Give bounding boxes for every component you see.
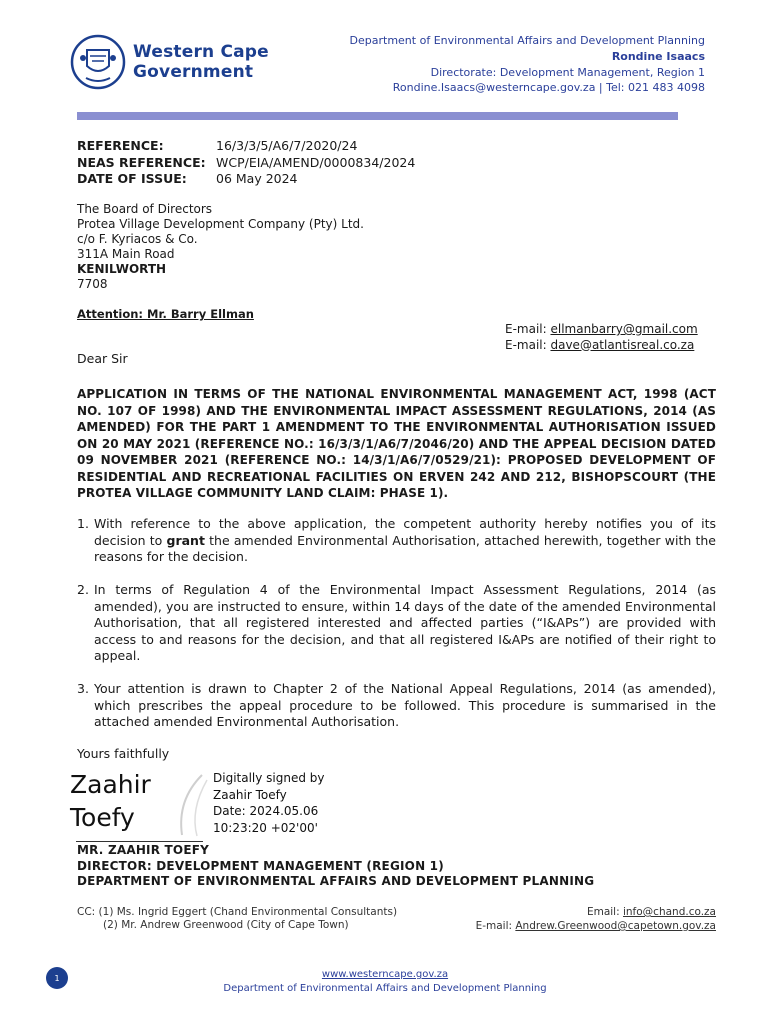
cc-emails [476,905,716,933]
paragraph-bold-text: grant [166,532,205,548]
header-contact-line: Rondine.Isaacs@westerncape.gov.za | Tel: 021 483 4098 [392,81,705,95]
cc-email-link[interactable]: Andrew.Greenwood@capetown.gov.za [515,920,716,932]
signature-info-line: 10:23:20 +02'00' [213,820,318,835]
header-divider-bar [77,112,678,120]
footer-department: Department of Environmental Affairs and Development Planning [223,983,547,994]
reference-row [77,138,415,155]
signature-last-name: Toefy [70,803,135,832]
neas-reference-row [77,155,415,172]
cc-email-label: Email: [586,906,623,918]
paragraph-3 [77,681,716,731]
header-contact [350,33,705,96]
paragraph-text: the amended Environmental Authorisation, attached herewith, together with the reasons for the decision. [94,532,716,564]
paragraph-number: 1. [77,516,89,531]
email-label: E-mail: [505,337,551,352]
email-link[interactable]: ellmanbarry@gmail.com [550,322,698,336]
paragraph-number: 2. [77,582,89,597]
paragraph-2 [77,582,716,665]
paragraph-text: With reference to the above application, the competent authority hereby notifies you of its decision to [94,516,716,548]
closing: Yours faithfully [77,746,170,761]
date-of-issue-row [77,171,415,188]
footer-website-link[interactable]: www.westerncape.gov.za [321,969,449,980]
signature-info-line: Digitally signed by [213,771,325,785]
signer-name: MR. ZAAHIR TOEFY [77,843,210,857]
reference-block [77,138,415,188]
digital-signature-info [213,770,325,836]
recipient-address [77,202,364,292]
address-line: c/o F. Kyriacos & Co. [77,232,198,246]
address-city: KENILWORTH [77,262,167,276]
recipient-emails [505,322,698,353]
signature-watermark-icon [172,770,212,840]
signature-first-name: Zaahir [70,770,151,799]
signer-block [77,843,594,890]
header-directorate: Directorate: Development Management, Region 1 [430,65,705,79]
cc-line-2: (2) Mr. Andrew Greenwood (City of Cape Town) [103,919,349,931]
date-of-issue-label: DATE OF ISSUE: [77,171,187,186]
coat-of-arms-icon [70,34,126,90]
address-code: 7708 [77,277,108,291]
subject-heading: APPLICATION IN TERMS OF THE NATIONAL ENVIRONMENTAL MANAGEMENT ACT, 1998 (ACT NO. 107 OF 1998) AND THE ENVIRONMENTAL IMPACT ASSESSMENT REGULATIONS, 2014 (AS AMENDED) FOR THE PART 1 AMENDMENT TO THE ENVIRONMENTAL AUTHORISATION ISSUED ON 20 MAY 2021 (REFERENCE NO.: 16/3/3/1/A6/7/2046/20) AND THE APPEAL DECISION DATED 09 NOVEMBER 2021 (REFERENCE NO.: 14/3/1/A6/7/0529/21): PROPOSED DEVELOPMENT OF RESIDENTIAL AND RECREATIONAL FACILITIES ON ERVEN 242 AND 212, BISHOPSCOURT (THE PROTEA VILLAGE COMMUNITY LAND CLAIM: PHASE 1). [77,387,716,500]
neas-reference-value: WCP/EIA/AMEND/0000834/2024 [216,154,416,170]
address-line: 311A Main Road [77,247,175,261]
footer [0,968,770,996]
header-department: Department of Environmental Affairs and Development Planning [349,34,705,47]
cc-email-row [476,919,716,933]
paragraph-text: Your attention is drawn to Chapter 2 of the National Appeal Regulations, 2014 (as amended), which prescribes the appeal procedure to be followed. This procedure is summarised in the attached amended Environmental Authorisation. [94,681,716,729]
signature-info-line: Date: 2024.05.06 [213,804,319,818]
reference-label: REFERENCE: [77,138,164,153]
signer-department: DEPARTMENT OF ENVIRONMENTAL AFFAIRS AND DEVELOPMENT PLANNING [77,874,595,888]
paragraph-number: 3. [77,681,89,696]
signature-name [70,768,151,834]
cc-email-link[interactable]: info@chand.co.za [622,906,716,918]
logo-text [133,42,269,82]
attention-line: Attention: Mr. Barry Ellman [77,307,254,321]
cc-line-1: CC: (1) Ms. Ingrid Eggert (Chand Environmental Consultants) [77,906,398,918]
email-row [505,322,698,338]
signature-info-line: Zaahir Toefy [213,787,287,802]
page-number-badge: 1 [46,967,68,989]
paragraph-1 [77,516,716,566]
salutation: Dear Sir [77,351,128,366]
paragraph-text: In terms of Regulation 4 of the Environmental Impact Assessment Regulations, 2014 (as amended), you are instructed to ensure, within 14 days of the date of the amended Environmental Authorisation, that all registered interested and affected parties (“I&APs”) are provided with access to and reasons for the decision, and that all registered I&APs are notified of their right to appeal. [94,582,716,663]
address-line: The Board of Directors [77,202,213,216]
signature-line [76,841,203,842]
neas-reference-label: NEAS REFERENCE: [77,154,206,170]
cc-email-row [476,905,716,919]
logo-line-1: Western Cape [133,42,269,62]
signer-title: DIRECTOR: DEVELOPMENT MANAGEMENT (REGION 1) [77,858,444,873]
header-contact-name: Rondine Isaacs [611,49,705,63]
email-label: E-mail: [505,322,551,336]
cc-email-label: E-mail: [475,920,516,932]
email-row [505,338,698,354]
logo-line-2: Government [133,62,254,82]
date-of-issue-value: 06 May 2024 [216,171,298,186]
address-line: Protea Village Development Company (Pty) Ltd. [77,217,364,231]
reference-value: 16/3/3/5/A6/7/2020/24 [216,138,358,153]
email-link[interactable]: dave@atlantisreal.co.za [550,337,695,352]
